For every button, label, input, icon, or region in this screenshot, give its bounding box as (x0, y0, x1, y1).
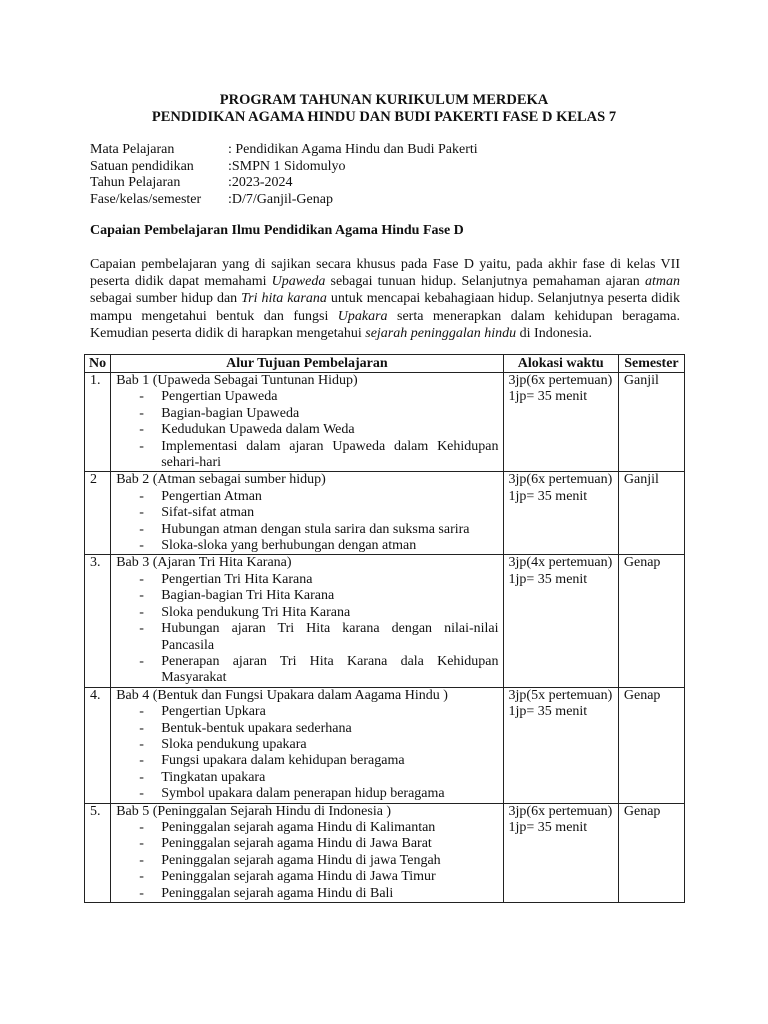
allocation-duration: 1jp= 35 menit (508, 389, 588, 405)
row-number: 3. (85, 555, 111, 687)
topic-item: - Peninggalan sejarah agama Hindu di Kalimantan (116, 820, 498, 836)
topic-item: - Hubungan atman dengan stula sarira dan suksma sarira (116, 522, 498, 538)
topic-item: - Bagian-bagian Tri Hita Karana (116, 588, 498, 604)
topic-item: - Sloka pendukung upakara (116, 737, 498, 753)
topic-item: - Symbol upakara dalam penerapan hidup beragama (116, 786, 498, 802)
row-learning-flow (111, 803, 503, 902)
paragraph-text: di Indonesia. (516, 325, 592, 341)
row-time-allocation (503, 472, 618, 555)
row-time-allocation (503, 555, 618, 687)
chapter-title: Bab 1 (Upaweda Sebagai Tuntunan Hidup) (116, 373, 358, 388)
section-heading: Capaian Pembelajaran Ilmu Pendidikan Agama Hindu Fase D (90, 223, 464, 238)
topic-item: - Sloka-sloka yang berhubungan dengan atman (116, 538, 498, 554)
document-title-line-1: PROGRAM TAHUNAN KURIKULUM MERDEKA (219, 92, 549, 108)
chapter-title: Bab 5 (Peninggalan Sejarah Hindu di Indonesia ) (116, 803, 392, 819)
italic-term: sejarah peninggalan hindu (365, 325, 517, 341)
topic-item: - Sloka pendukung Tri Hita Karana (116, 605, 498, 621)
learning-outcome-paragraph (90, 256, 684, 342)
metadata-label: Mata Pelajaran (90, 142, 175, 157)
row-time-allocation (503, 687, 618, 803)
header-alokasi-waktu: Alokasi waktu (503, 355, 618, 373)
metadata-row (90, 142, 478, 159)
paragraph-text: serta menerapkan dalam kehidupan beragama. Kemudian peserta didik di harapkan mengetahui (90, 308, 684, 341)
metadata-label: Tahun Pelajaran (90, 175, 181, 190)
italic-term: atman (644, 274, 680, 290)
paragraph-text: sebagai sumber hidup dan (90, 274, 684, 307)
topic-item: - Pengertian Atman (116, 489, 498, 505)
metadata-label: Satuan pendidikan (90, 158, 194, 174)
metadata-value: : Pendidikan Agama Hindu dan Budi Pakerti (228, 142, 478, 157)
chapter-title: Bab 2 (Atman sebagai sumber hidup) (116, 472, 326, 488)
topic-item: - Kedudukan Upaweda dalam Weda (116, 422, 498, 438)
row-learning-flow (111, 687, 503, 803)
table-row (85, 687, 685, 803)
italic-term: Upaweda (271, 274, 326, 290)
topic-item: - Peninggalan sejarah agama Hindu di jawa Tengah (116, 853, 498, 869)
allocation-sessions: 3jp(6x pertemuan) (508, 803, 613, 819)
topic-item: - Sifat-sifat atman (116, 505, 498, 521)
table-row (85, 472, 685, 555)
table-row (85, 373, 685, 472)
topic-item: - Pengertian Tri Hita Karana (116, 572, 498, 588)
row-semester: Genap (618, 803, 684, 902)
chapter-topics (116, 572, 498, 687)
row-number: 1. (85, 373, 111, 472)
header-no: No (85, 355, 111, 373)
chapter-title: Bab 4 (Bentuk dan Fungsi Upakara dalam Aagama Hindu ) (116, 687, 448, 703)
paragraph-text: untuk mencapai kebahagiaan hidup. Selanjutnya peserta didik mampu mengetahui bentuk dan fungsi (90, 291, 684, 324)
topic-item: - Peninggalan sejarah agama Hindu di Jawa Barat (116, 836, 498, 852)
learning-plan-table (84, 354, 685, 903)
topic-item: - Penerapan ajaran Tri Hita Karana dala Kehidupan Masyarakat (116, 654, 498, 687)
table-row (85, 555, 685, 687)
row-learning-flow (111, 373, 503, 472)
metadata-row (90, 159, 478, 176)
row-number: 4. (85, 687, 111, 803)
row-number: 2 (85, 472, 111, 555)
topic-item: - Bentuk-bentuk upakara sederhana (116, 721, 498, 737)
topic-item: - Fungsi upakara dalam kehidupan beragama (116, 753, 498, 769)
chapter-topics (116, 389, 498, 471)
topic-item: - Tingkatan upakara (116, 770, 498, 786)
metadata-value: :D/7/Ganjil-Genap (228, 191, 333, 207)
topic-item: - Pengertian Upkara (116, 704, 498, 720)
allocation-duration: 1jp= 35 menit (508, 819, 588, 835)
row-learning-flow (111, 555, 503, 687)
topic-item: - Peninggalan sejarah agama Hindu di Jawa Timur (116, 869, 498, 885)
allocation-sessions: 3jp(6x pertemuan) (508, 472, 613, 488)
allocation-duration: 1jp= 35 menit (508, 571, 588, 587)
metadata-row (90, 192, 478, 209)
metadata-block (90, 142, 478, 208)
header-alur-tujuan: Alur Tujuan Pembelajaran (111, 355, 503, 373)
topic-item: - Hubungan ajaran Tri Hita karana dengan nilai-nilai Pancasila (116, 621, 498, 654)
row-number: 5. (85, 803, 111, 902)
row-time-allocation (503, 803, 618, 902)
row-time-allocation (503, 373, 618, 472)
topic-item: - Implementasi dalam ajaran Upaweda dalam Kehidupan sehari-hari (116, 439, 498, 472)
allocation-sessions: 3jp(6x pertemuan) (508, 373, 613, 388)
topic-item: - Bagian-bagian Upaweda (116, 406, 498, 422)
row-semester: Genap (618, 555, 684, 687)
metadata-value: :SMPN 1 Sidomulyo (228, 158, 346, 174)
row-semester: Ganjil (618, 373, 684, 472)
row-semester: Genap (618, 687, 684, 803)
allocation-sessions: 3jp(4x pertemuan) (508, 555, 613, 571)
metadata-row (90, 175, 478, 192)
chapter-topics (116, 489, 498, 555)
chapter-title: Bab 3 (Ajaran Tri Hita Karana) (116, 555, 292, 571)
header-semester: Semester (618, 355, 684, 373)
italic-term: Tri hita karana (241, 291, 327, 307)
row-semester: Ganjil (618, 472, 684, 555)
topic-item: - Pengertian Upaweda (116, 389, 498, 405)
allocation-duration: 1jp= 35 menit (508, 704, 588, 720)
metadata-value: :2023-2024 (228, 175, 293, 190)
italic-term: Upakara (337, 308, 388, 324)
table-header-row (85, 355, 685, 373)
topic-item: - Peninggalan sejarah agama Hindu di Bali (116, 886, 498, 902)
row-learning-flow (111, 472, 503, 555)
allocation-duration: 1jp= 35 menit (508, 488, 588, 504)
chapter-topics (116, 820, 498, 902)
document-title-line-2: PENDIDIKAN AGAMA HINDU DAN BUDI PAKERTI FASE D KELAS 7 (151, 109, 617, 125)
metadata-label: Fase/kelas/semester (90, 191, 202, 207)
allocation-sessions: 3jp(5x pertemuan) (508, 687, 613, 703)
chapter-topics (116, 704, 498, 802)
table-row (85, 803, 685, 902)
paragraph-text: Capaian pembelajaran yang di sajikan secara khusus pada Fase D yaitu, pada akhir fase di kelas VII peserta didik dapat memahami (90, 257, 684, 290)
paragraph-text: sebagai tunuan hidup. Selanjutnya pemahaman ajaran (325, 274, 645, 290)
